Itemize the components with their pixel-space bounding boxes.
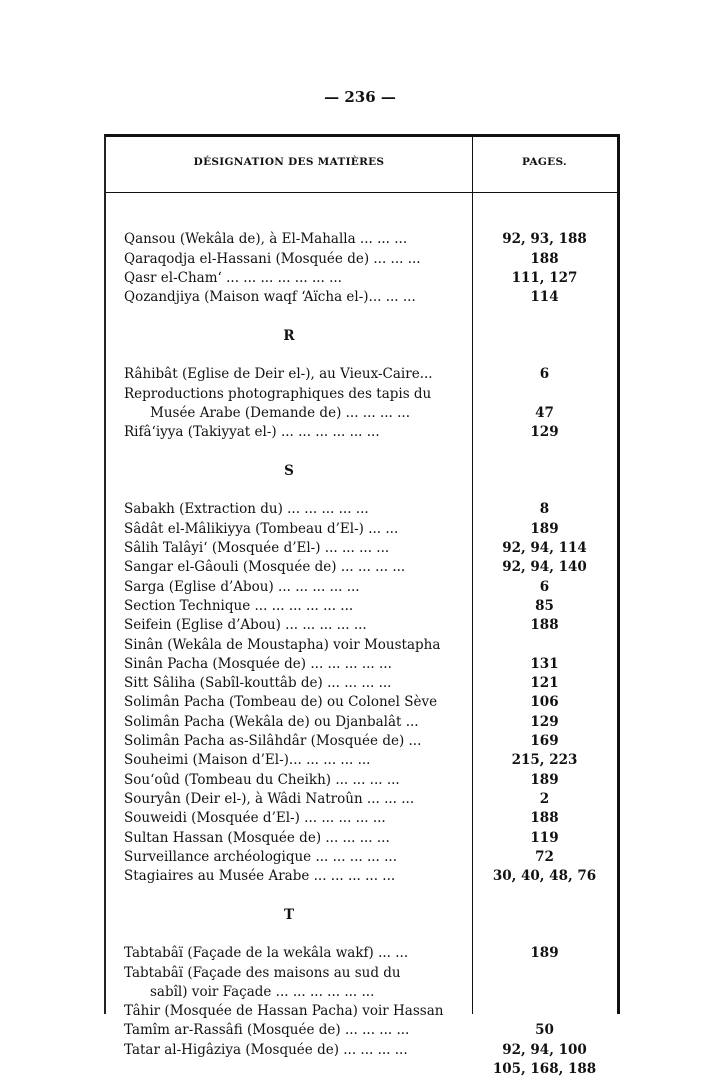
index-entry <box>106 809 617 828</box>
index-entry <box>106 983 617 1002</box>
spacer-row <box>106 443 617 462</box>
spacer-row <box>106 307 617 326</box>
section-letter-row <box>106 327 617 346</box>
index-entry <box>106 500 617 519</box>
entry-term: Tatar al-Higâziya (Mosquée de) ... ... ... ... <box>124 1041 408 1058</box>
header-pages: PAGES. <box>522 156 567 168</box>
entry-term: Musée Arabe (Demande de) ... ... ... ... <box>150 404 410 421</box>
entry-term: sabîl) voir Façade ... ... ... ... ... ... <box>150 983 375 1000</box>
index-entry <box>106 288 617 307</box>
entry-term: Souweidi (Mosquée d’El-) ... ... ... ... ... <box>124 810 386 827</box>
entry-pages: 119 <box>530 829 559 846</box>
index-entry <box>106 732 617 751</box>
index-entry <box>106 520 617 539</box>
entry-term: Souheimi (Maison d’El-)... ... ... ... ... <box>124 752 371 769</box>
entry-pages: 215, 223 <box>511 752 578 769</box>
index-entry <box>106 636 617 655</box>
entry-pages: 188 <box>530 810 559 827</box>
entry-term: Section Technique ... ... ... ... ... ... <box>124 597 354 614</box>
spacer-row <box>106 925 617 944</box>
entry-term: Tabtabâï (Façade des maisons au sud du <box>124 964 401 981</box>
entry-pages: 72 <box>535 848 554 865</box>
entry-pages: 121 <box>530 675 559 692</box>
index-entry <box>106 385 617 404</box>
index-entry <box>106 867 617 886</box>
index-entry <box>106 365 617 384</box>
entry-pages: 50 <box>535 1022 554 1039</box>
index-entry <box>106 404 617 423</box>
index-entry <box>106 944 617 963</box>
header-rule <box>106 192 617 193</box>
index-entry <box>106 655 617 674</box>
index-entry <box>106 269 617 288</box>
index-entry <box>106 597 617 616</box>
entry-term: Sou‘oûd (Tombeau du Cheikh) ... ... ... ... <box>124 771 400 788</box>
entry-term: Râhibât (Eglise de Deir el-), au Vieux-Caire... <box>124 366 433 383</box>
section-letter-row <box>106 462 617 481</box>
entry-term: Sâdât el-Mâlikiyya (Tombeau d’El-) ... ... <box>124 520 399 537</box>
index-table <box>104 134 620 1078</box>
entry-term: Tâhir (Mosquée de Hassan Pacha) voir Hassan <box>124 1003 444 1020</box>
index-entry <box>106 848 617 867</box>
entry-term: Sâlih Talâyi‘ (Mosquée d’El-) ... ... ... ... <box>124 540 390 557</box>
entry-pages: 111, 127 <box>511 269 578 286</box>
entry-pages: 169 <box>530 733 559 750</box>
index-entry <box>106 674 617 693</box>
entry-term: Sarga (Eglise d’Abou) ... ... ... ... ... <box>124 578 360 595</box>
index-entry <box>106 1041 617 1060</box>
entry-term: Souryân (Deir el-), à Wâdi Natroûn ... ... ... <box>124 790 415 807</box>
entry-pages: 6 <box>539 578 550 595</box>
index-entry <box>106 751 617 770</box>
index-entry <box>106 693 617 712</box>
index-entry <box>106 713 617 732</box>
entry-pages: 129 <box>530 713 559 730</box>
index-entry <box>106 829 617 848</box>
entry-pages: 189 <box>530 771 559 788</box>
entry-pages: 189 <box>530 945 559 962</box>
entry-term: Solimân Pacha (Wekâla de) ou Djanbalât ... <box>124 713 419 730</box>
index-entry <box>106 964 617 983</box>
entry-term: Tabtabâï (Façade de la wekâla wakf) ... ... <box>124 945 409 962</box>
entry-term: Stagiaires au Musée Arabe ... ... ... ... ... <box>124 868 396 885</box>
entry-pages: 92, 94, 114 <box>502 540 587 557</box>
entry-term: Tamîm ar-Rassâfi (Mosquée de) ... ... ... ... <box>124 1022 410 1039</box>
entry-term: Qansou (Wekâla de), à El-Mahalla ... ... ... <box>124 231 408 248</box>
index-entry <box>106 616 617 635</box>
index-entry <box>106 790 617 809</box>
entry-term: Solimân Pacha (Tombeau de) ou Colonel Sève <box>124 694 438 711</box>
index-entry <box>106 558 617 577</box>
entry-pages: 92, 94, 140 <box>502 559 587 576</box>
entry-pages: 106 <box>530 694 559 711</box>
entry-pages: 2 <box>539 790 550 807</box>
spacer-row <box>106 346 617 365</box>
index-entry <box>106 423 617 442</box>
entry-term: Qozandjiya (Maison waqf ‘Aïcha el-)... ... ... <box>124 289 416 306</box>
entry-pages: 92, 93, 188 <box>502 231 587 248</box>
entry-pages: 47 <box>535 404 554 421</box>
entry-term: Qaraqodja el-Hassani (Mosquée de) ... ... ... <box>124 250 421 267</box>
index-entry <box>106 1060 617 1079</box>
entry-term: Sangar el-Gâouli (Mosquée de) ... ... ... ... <box>124 559 406 576</box>
entry-pages: 189 <box>530 520 559 537</box>
entry-pages: 8 <box>539 501 550 518</box>
entry-term: Reproductions photographiques des tapis du <box>124 385 432 402</box>
entry-term: Solimân Pacha as-Silâhdâr (Mosquée de) ... <box>124 733 422 750</box>
entry-term: Qasr el-Cham‘ ... ... ... ... ... ... ... <box>124 269 342 286</box>
entry-pages: 131 <box>530 655 559 672</box>
page-number: — 236 — <box>324 88 396 106</box>
entry-pages: 6 <box>539 366 550 383</box>
entry-pages: 92, 94, 100 <box>502 1041 587 1058</box>
header-designation: DÉSIGNATION DES MATIÈRES <box>193 156 385 168</box>
spacer-row <box>106 886 617 905</box>
entry-term: Sinân (Wekâla de Moustapha) voir Moustapha <box>124 636 441 653</box>
spacer-row <box>106 211 617 230</box>
section-letter: R <box>283 327 295 344</box>
index-entry <box>106 250 617 269</box>
entry-term: Seifein (Eglise d’Abou) ... ... ... ... ... <box>124 617 367 634</box>
entry-pages: 188 <box>530 617 559 634</box>
section-letter: S <box>284 462 294 479</box>
entry-term: Rifâ‘iyya (Takiyyat el-) ... ... ... ... ... ... <box>124 424 380 441</box>
index-entry <box>106 578 617 597</box>
entry-term: Sitt Sâliha (Sabîl-kouttâb de) ... ... ... ... <box>124 675 392 692</box>
entry-pages: 85 <box>535 597 554 614</box>
index-entry <box>106 771 617 790</box>
index-entry <box>106 539 617 558</box>
section-letter: T <box>283 906 295 923</box>
entry-pages: 129 <box>530 424 559 441</box>
index-entry <box>106 230 617 249</box>
index-entry <box>106 1021 617 1040</box>
entry-pages: 188 <box>530 250 559 267</box>
entry-pages: 114 <box>530 289 559 306</box>
index-rows <box>106 211 617 1079</box>
section-letter-row <box>106 906 617 925</box>
index-entry <box>106 1002 617 1021</box>
entry-term: Sultan Hassan (Mosquée de) ... ... ... ... <box>124 829 390 846</box>
entry-pages: 30, 40, 48, 76 <box>492 868 597 885</box>
entry-term: Sabakh (Extraction du) ... ... ... ... ... <box>124 501 369 518</box>
entry-term: Surveillance archéologique ... ... ... ... ... <box>124 848 397 865</box>
entry-pages: 105, 168, 188 <box>492 1061 597 1078</box>
spacer-row <box>106 481 617 500</box>
entry-term: Sinân Pacha (Mosquée de) ... ... ... ... ... <box>124 655 392 672</box>
